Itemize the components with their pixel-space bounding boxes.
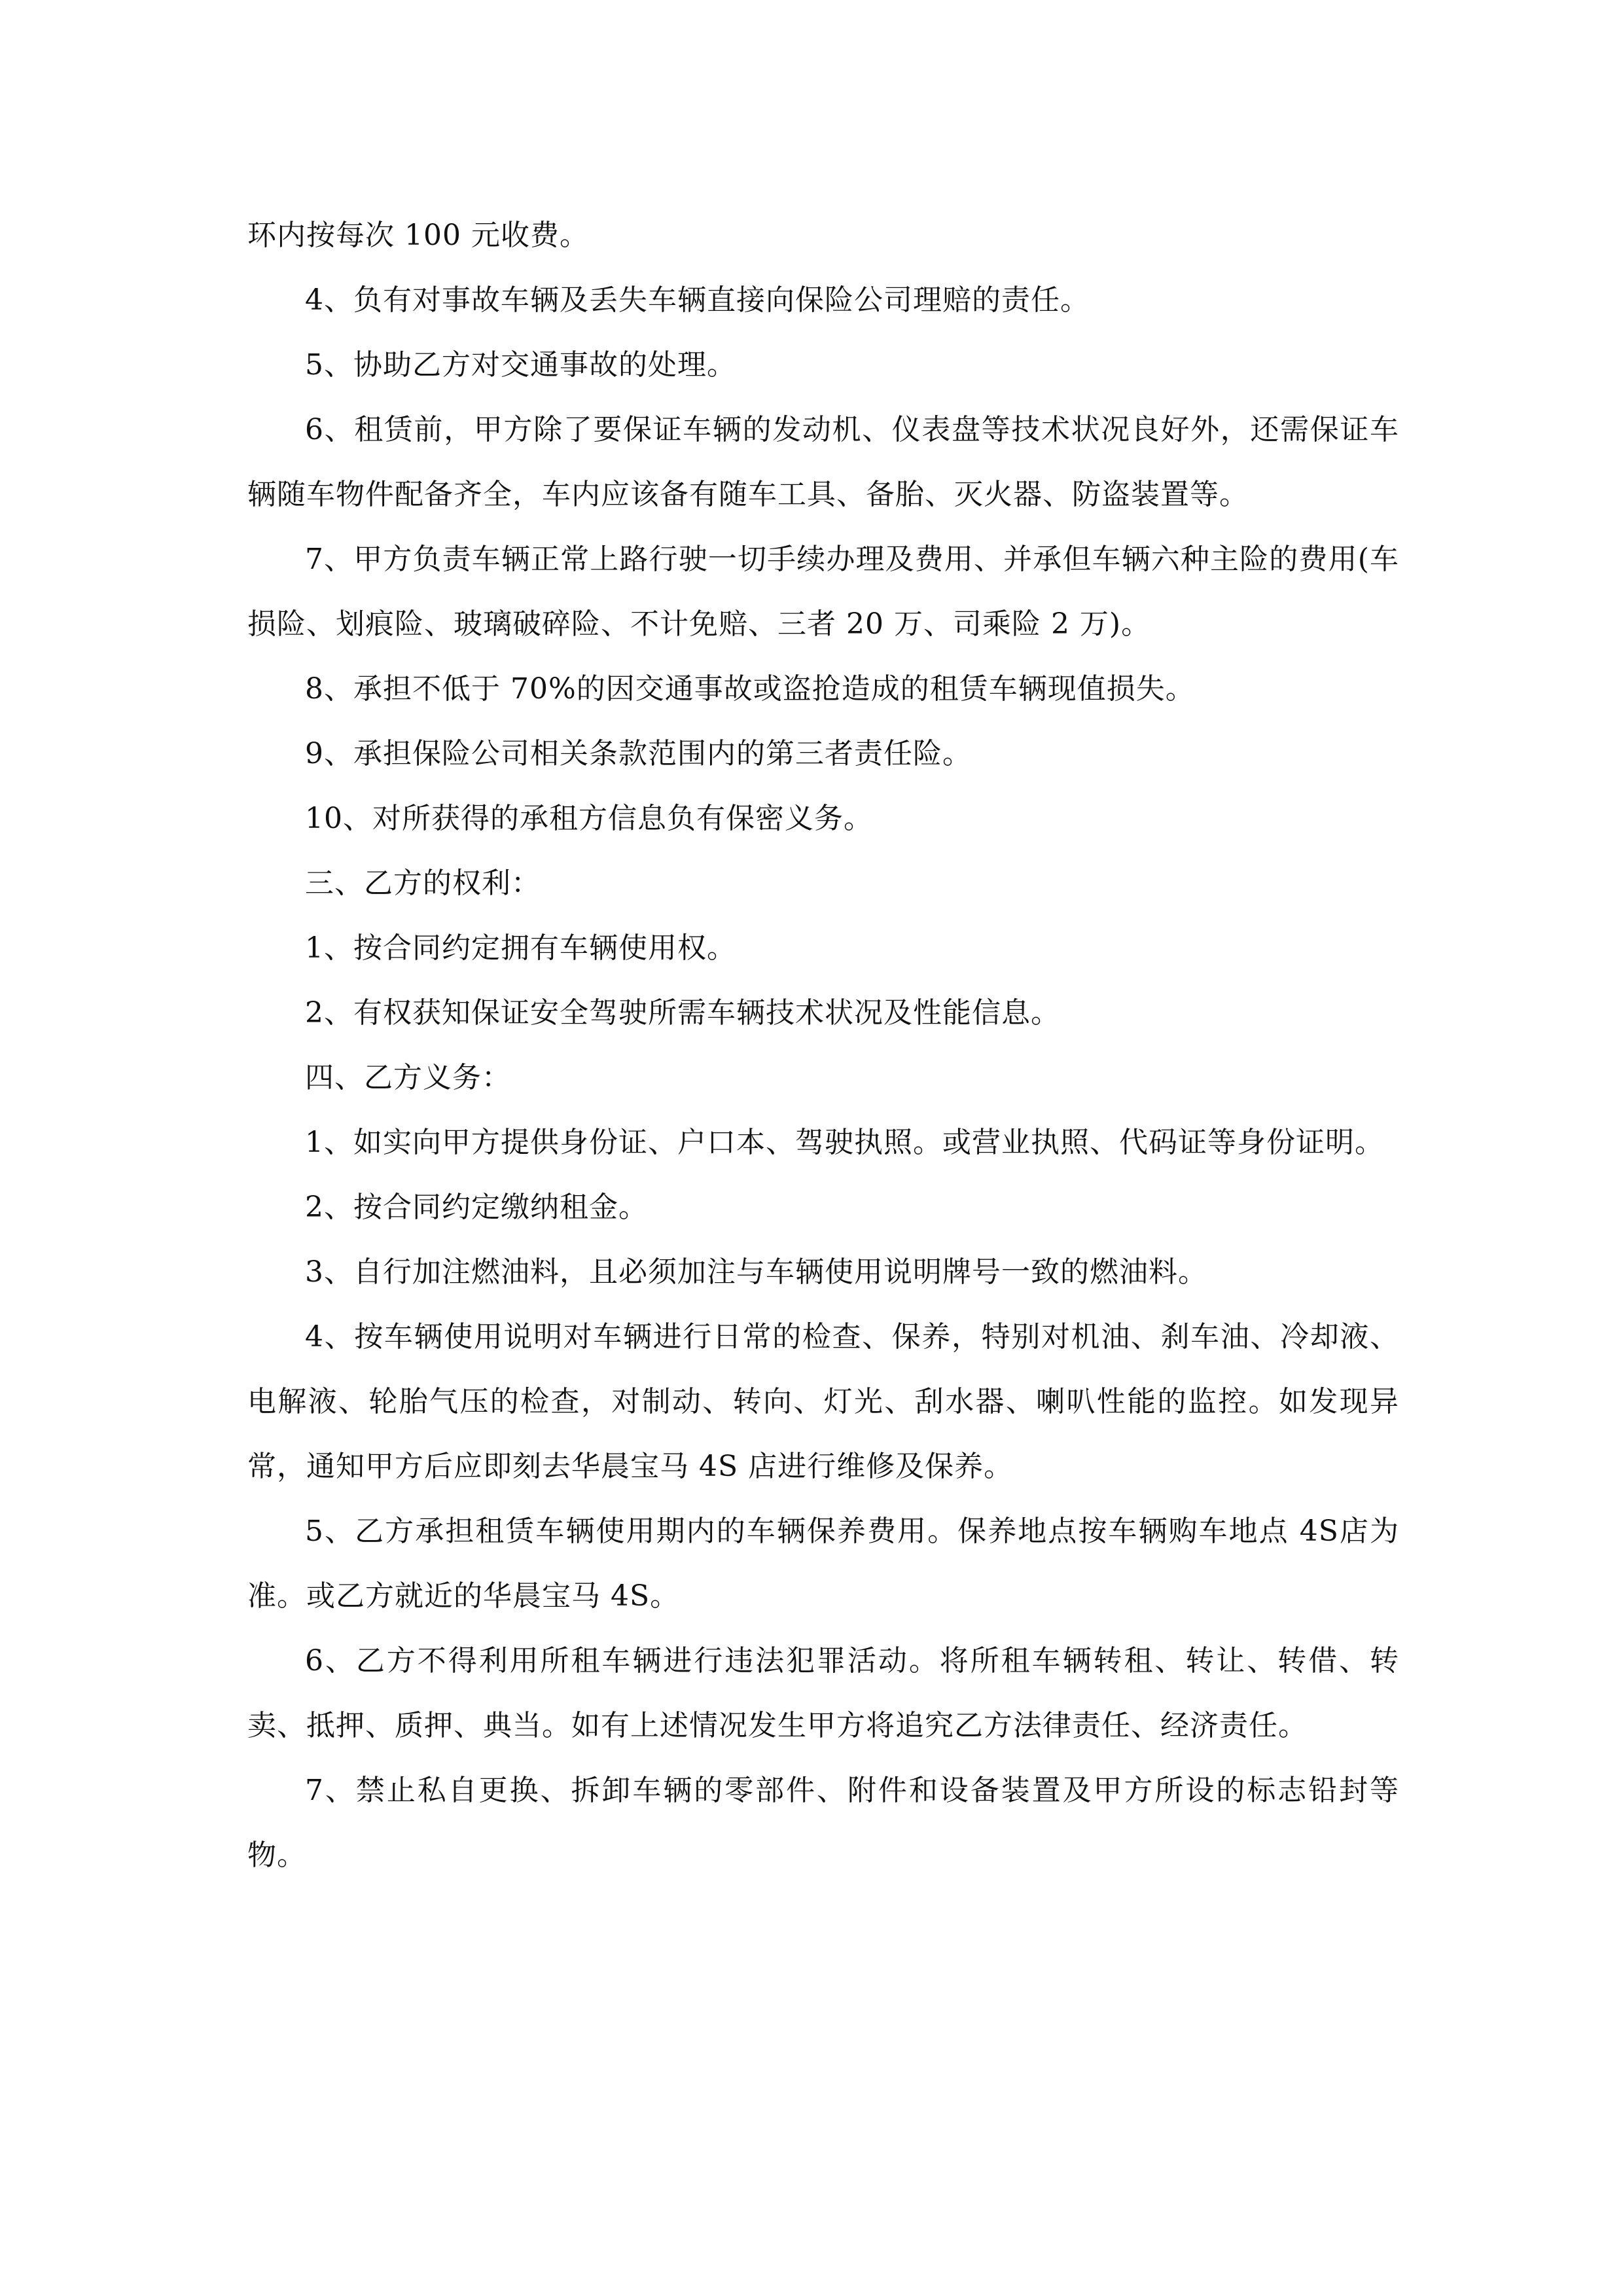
- paragraph-usage-right: 1、按合同约定拥有车辆使用权。: [305, 931, 736, 965]
- paragraph-information-right: 2、有权获知保证安全驾驶所需车辆技术状况及性能信息。: [305, 996, 1060, 1030]
- paragraph-road-procedures: 7、甲方负责车辆正常上路行驶一切手续办理及费用、并承但车辆六种主险的费用(车损险、划痕险、玻璃破碎险、不计免赔、三者 20 万、司乘险 2 万)。: [247, 543, 1399, 641]
- paragraph-parts-modification: 7、禁止私自更换、拆卸车辆的零部件、附件和设备装置及甲方所设的标志铅封等物。: [247, 1774, 1399, 1872]
- paragraph-insurance-claim: 4、负有对事故车辆及丢失车辆直接向保险公司理赔的责任。: [305, 283, 1090, 317]
- section-heading-party-b-obligations: 四、乙方义务：: [305, 1061, 511, 1094]
- paragraph-rent-payment: 2、按合同约定缴纳租金。: [305, 1191, 648, 1224]
- paragraph-vehicle-condition: 6、租赁前，甲方除了要保证车辆的发动机、仪表盘等技术状况良好外，还需保证车辆随车物件配备齐全，车内应该备有随车工具、备胎、灭火器、防盗装置等。: [247, 413, 1399, 511]
- paragraph-confidentiality: 10、对所获得的承租方信息负有保密义务。: [305, 802, 873, 835]
- contract-body: [247, 203, 1399, 1888]
- paragraph-illegal-use: 6、乙方不得利用所租车辆进行违法犯罪活动。将所租车辆转租、转让、转借、转卖、抵押、质押、典当。如有上述情况发生甲方将追究乙方法律责任、经济责任。: [247, 1644, 1399, 1742]
- paragraph-fee-continuation: 环内按每次 100 元收费。: [247, 219, 589, 252]
- paragraph-maintenance-costs: 5、乙方承担租赁车辆使用期内的车辆保养费用。保养地点按车辆购车地点 4S店为准。或乙方就近的华晨宝马 4S。: [247, 1515, 1399, 1613]
- paragraph-identity-documents: 1、如实向甲方提供身份证、户口本、驾驶执照。或营业执照、代码证等身份证明。: [305, 1126, 1384, 1159]
- paragraph-fuel: 3、自行加注燃油料，且必须加注与车辆使用说明牌号一致的燃油料。: [305, 1255, 1207, 1289]
- section-heading-party-b-rights: 三、乙方的权利：: [305, 867, 541, 900]
- paragraph-maintenance-checks: 4、按车辆使用说明对车辆进行日常的检查、保养，特别对机油、刹车油、冷却液、电解液、轮胎气压的检查，对制动、转向、灯光、刮水器、喇叭性能的监控。如发现异常，通知甲方后应即刻去华晨宝马 4S 店进行维修及保养。: [247, 1320, 1399, 1483]
- paragraph-loss-coverage: 8、承担不低于 70%的因交通事故或盗抢造成的租赁车辆现值损失。: [305, 672, 1195, 706]
- paragraph-third-party-insurance: 9、承担保险公司相关条款范围内的第三者责任险。: [305, 737, 972, 770]
- paragraph-accident-assist: 5、协助乙方对交通事故的处理。: [305, 348, 736, 382]
